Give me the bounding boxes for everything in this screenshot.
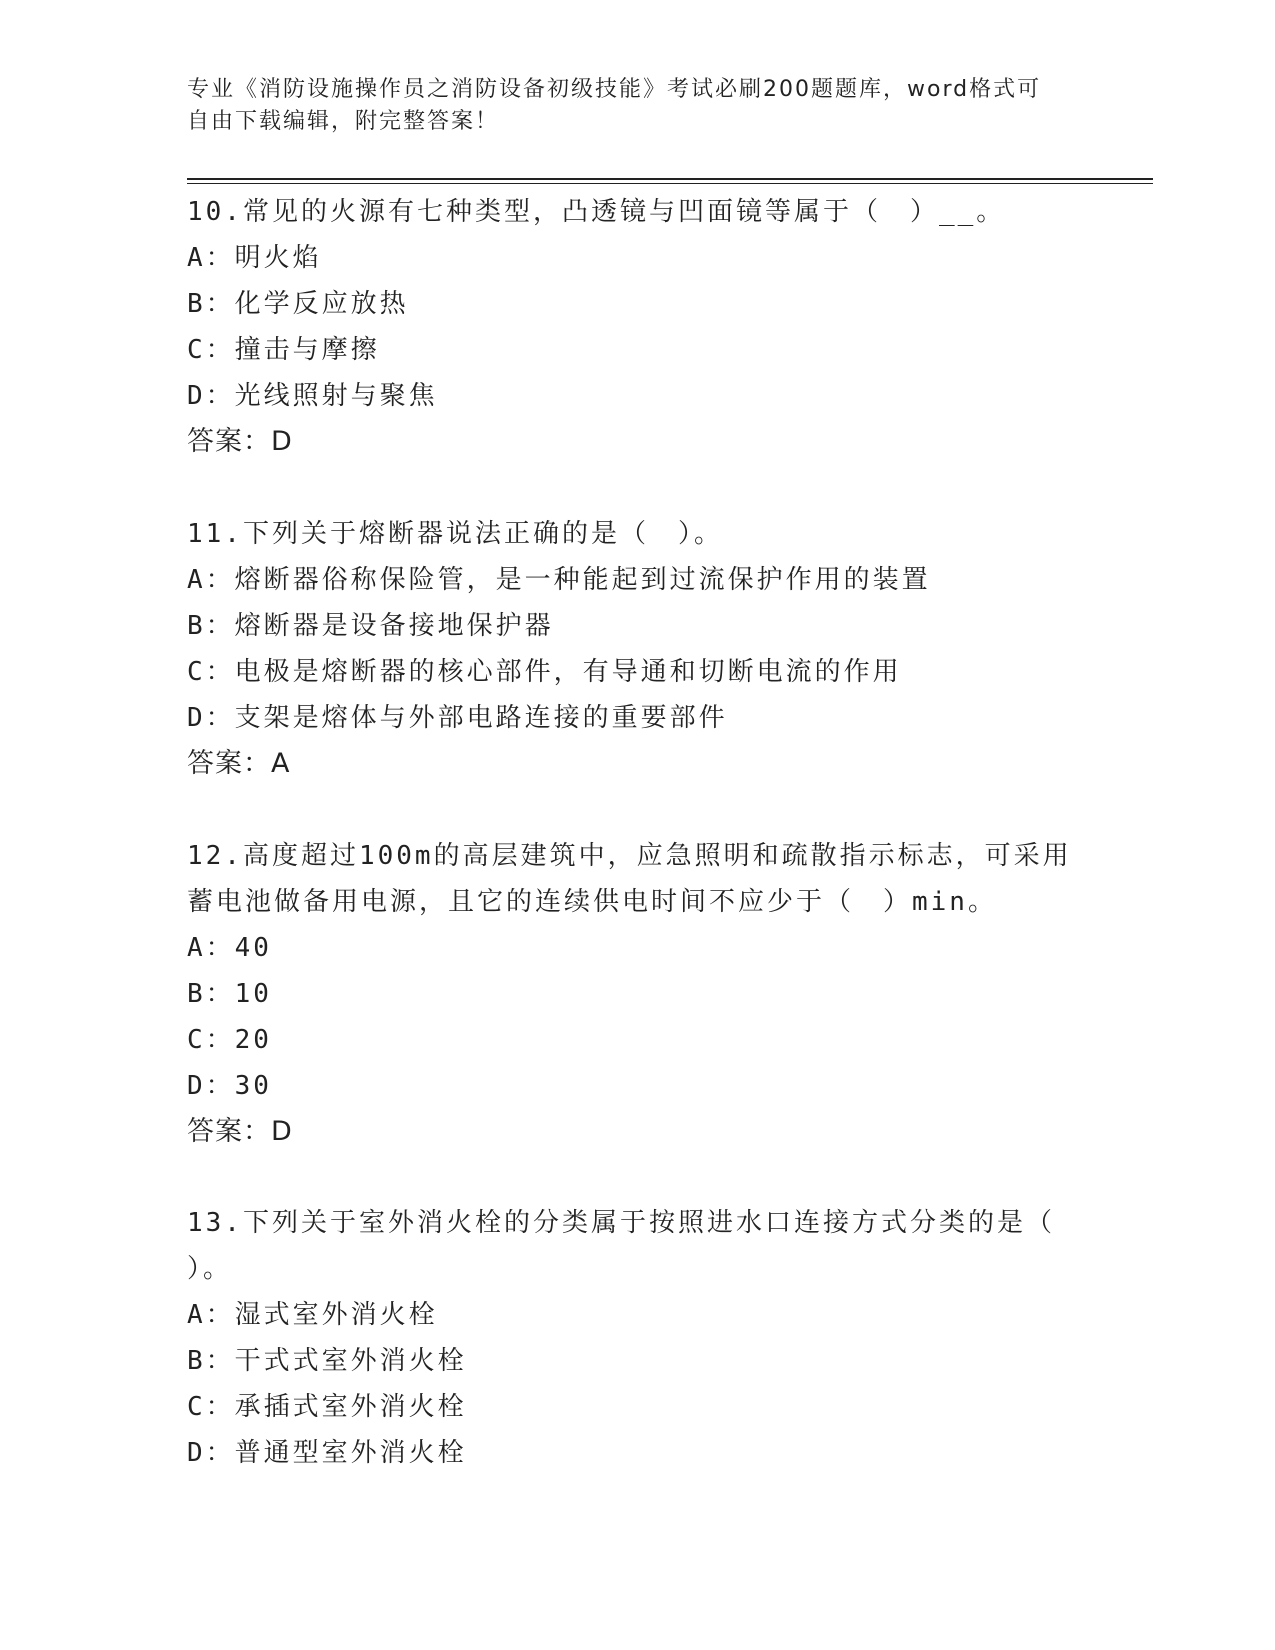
option-d: D：支架是熔体与外部电路连接的重要部件 bbox=[187, 703, 728, 733]
option-a: A：40 bbox=[187, 933, 272, 963]
header-divider-thick bbox=[187, 178, 1153, 180]
question-10 bbox=[187, 189, 1087, 465]
option-a: A：湿式室外消火栓 bbox=[187, 1300, 438, 1330]
header-line-1: 专业《消防设施操作员之消防设备初级技能》考试必刷200题题库，word格式可 bbox=[187, 77, 1042, 102]
question-stem: 11.下列关于熔断器说法正确的是（ ）。 bbox=[187, 519, 723, 549]
question-13 bbox=[187, 1200, 1087, 1476]
question-11 bbox=[187, 511, 1087, 787]
header-line-2: 自由下载编辑，附完整答案！ bbox=[187, 109, 500, 134]
option-b: B：干式式室外消火栓 bbox=[187, 1346, 467, 1376]
option-c: C：20 bbox=[187, 1025, 272, 1055]
option-b: B：化学反应放热 bbox=[187, 289, 409, 319]
option-a: A：明火焰 bbox=[187, 243, 322, 273]
question-stem-line-2: 蓄电池做备用电源，且它的连续供电时间不应少于（ ）min。 bbox=[187, 887, 997, 917]
question-stem-line-1: 13.下列关于室外消火栓的分类属于按照进水口连接方式分类的是（ bbox=[187, 1208, 1055, 1238]
header-divider-thin bbox=[187, 183, 1153, 184]
option-d: D：光线照射与聚焦 bbox=[187, 381, 438, 411]
answer: 答案：D bbox=[187, 1116, 293, 1147]
answer: 答案：A bbox=[187, 748, 291, 779]
question-12 bbox=[187, 833, 1087, 1155]
question-stem: 10.常见的火源有七种类型，凸透镜与凹面镜等属于（ ）__。 bbox=[187, 197, 1006, 227]
option-b: B：熔断器是设备接地保护器 bbox=[187, 611, 554, 641]
option-c: C：撞击与摩擦 bbox=[187, 335, 380, 365]
option-a: A：熔断器俗称保险管，是一种能起到过流保护作用的装置 bbox=[187, 565, 931, 595]
option-c: C：电极是熔断器的核心部件，有导通和切断电流的作用 bbox=[187, 657, 902, 687]
question-stem-line-1: 12.高度超过100m的高层建筑中，应急照明和疏散指示标志，可采用 bbox=[187, 841, 1072, 871]
option-d: D：普通型室外消火栓 bbox=[187, 1438, 467, 1468]
answer: 答案：D bbox=[187, 426, 293, 457]
option-d: D：30 bbox=[187, 1071, 272, 1101]
question-stem-line-2: ）。 bbox=[187, 1254, 233, 1284]
option-b: B：10 bbox=[187, 979, 272, 1009]
document-header bbox=[187, 74, 1087, 138]
option-c: C：承插式室外消火栓 bbox=[187, 1392, 467, 1422]
